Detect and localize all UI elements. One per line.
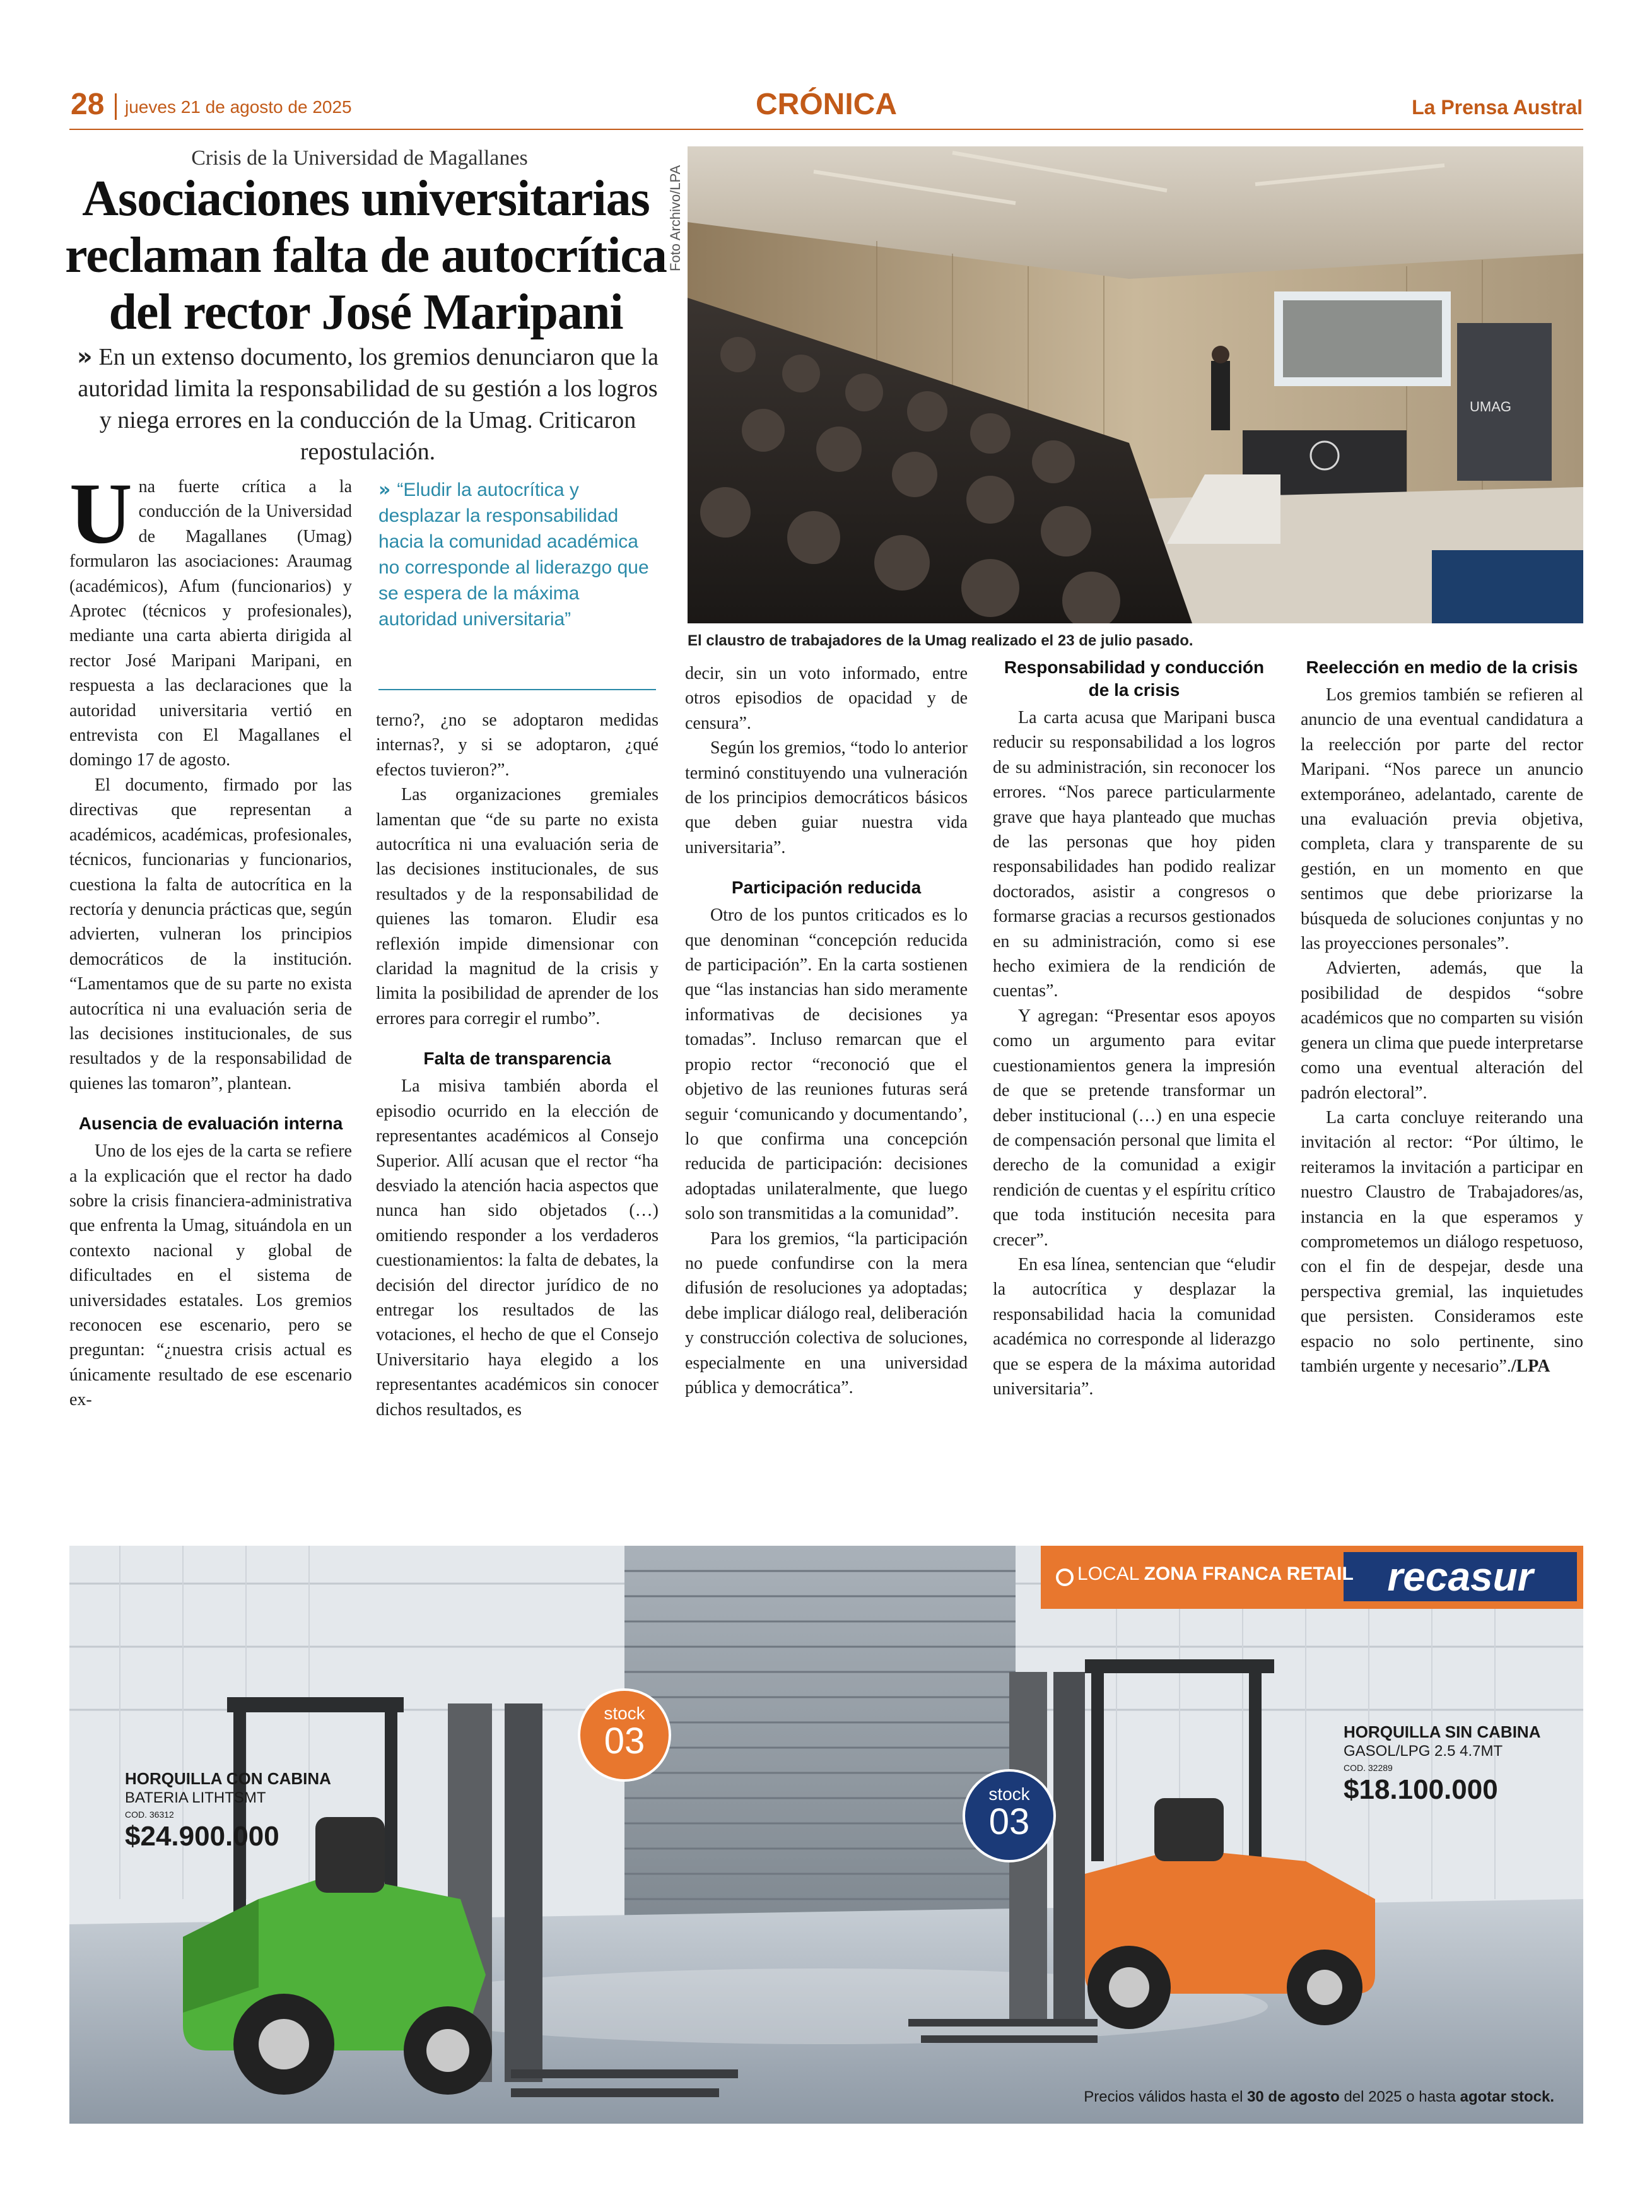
article-column-1 xyxy=(69,465,352,1413)
double-chevron-icon: » xyxy=(378,479,391,501)
left-product-price: $24.900.000 xyxy=(125,1821,279,1852)
right-product-price: $18.100.000 xyxy=(1344,1774,1498,1805)
pull-quote-text: “Eludir la autocrítica y desplazar la responsabilidad hacia la comunidad académica no corresponde al liderazgo que se espera de la máxima autoridad universitaria” xyxy=(378,479,649,630)
newspaper-name: La Prensa Austral xyxy=(1412,96,1583,119)
ad-fine-print xyxy=(1084,2088,1554,2106)
paragraph: Según los gremios, “todo lo anterior terminó constituyendo una vulneración de los principios democráticos básicos que deben guiar nuestra vida universitaria”. xyxy=(685,738,968,857)
paragraph: decir, sin un voto informado, entre otros episodios de opacidad y de censura”. xyxy=(685,664,968,733)
stock-number-left: 03 xyxy=(604,1721,645,1762)
stock-word-right: stock xyxy=(988,1784,1030,1804)
subheading: Responsabilidad y conducción de la crisis xyxy=(1004,657,1265,700)
paragraph: En esa línea, sentencian que “eludir la autocrítica y desplazar la responsabilidad hacia la comunidad académica no corresponde al liderazgo que se espera de la máxima autoridad universitaria”. xyxy=(993,1254,1275,1399)
paragraph: El documento, firmado por las directivas que representan a académicos, académicas, profesionales, técnicos, funcionarias y funcionarios, cuestiona la falta de autocrítica en la rectoría y denuncia prácticas que, según advierten, vulneran los principios democráticos de la institución. “Lamentamos que de su parte no exista autocrítica ni una evaluación seria de las decisiones institucionales, de sus resultados y de la responsabilidad de quienes las tomaron”, plantean. xyxy=(69,775,352,1093)
paragraph: Para los gremios, “la participación no puede confundirse con la mera difusión de resoluciones ya adoptadas; debe implicar diálogo real, deliberación y construcción colectiva de soluciones, especialmente en una universidad pública y democrática”. xyxy=(685,1228,968,1397)
photo-credit-text: Foto Archivo/LPA xyxy=(667,165,683,271)
fine-print-end: agotar stock. xyxy=(1460,2088,1554,2105)
paragraph: Las organizaciones gremiales lamentan que “de su parte no exista autocrítica ni una evaluación seria de las decisiones institucionales, de sus resultados y de la responsabilidad de quienes las tomaron. Eludir esa reflexión impide dimensionar con claridad la magnitud de la crisis y limita la posibilidad de aprender de los errores para corregir el rumbo”. xyxy=(376,785,659,1028)
location-label: LOCAL xyxy=(1077,1563,1139,1584)
pull-quote xyxy=(378,477,656,632)
stock-word-left: stock xyxy=(604,1703,645,1723)
location-name: ZONA FRANCA RETAIL xyxy=(1144,1563,1354,1584)
paragraph-text: La carta concluye reiterando una invitación al rector: “Por último, le reiteramos la invitación a participar en nuestro Claustro de Trabajadores/as, instancia en la que esperamos y comprometemos un diálogo respetuoso, con el fin de despejar, desde una perspectiva gremial, las inquietudes que persisten. Consideramos este espacio no solo pertinente, sino también urgente y necesario”. xyxy=(1301,1107,1583,1376)
paragraph: La carta acusa que Maripani busca reducir su responsabilidad a los logros de su administración, sin reconocer los errores. “Nos parece particularmente grave que haya planteado que muchas de las personas que hoy piden responsabilidades han podido realizar doctorados, asistir a congresos o formarse gracias a recursos gestionados en su administración, como si ese hecho eximiera de la rendición de cuentas”. xyxy=(993,708,1275,1001)
article-column-3 xyxy=(685,661,968,1400)
subheading: Ausencia de evaluación interna xyxy=(78,1114,343,1134)
ad-location xyxy=(1077,1563,1354,1585)
header-rule xyxy=(69,129,1583,130)
paragraph: La misiva también aborda el episodio ocurrido en la elección de representantes académicos al Consejo Superior. Allí acusan que el rector “ha desviado la atención hacia aspectos que nunca han sido objetados (…) omitiendo responder a los verdaderos cuestionamientos: la falta de debates, la decisión del director jurídico de no entregar los resultados de las votaciones, el hecho de que el Consejo Universitario haya elegido a los representantes académicos sin conocer dichos resultados, es xyxy=(376,1076,659,1420)
left-product-title: HORQUILLA CON CABINA xyxy=(125,1769,331,1788)
article-deck xyxy=(74,341,661,468)
left-product-code: COD. 36312 xyxy=(125,1809,174,1820)
subheading: Falta de transparencia xyxy=(423,1049,611,1069)
paragraph: Uno de los ejes de la carta se refiere a la explicación que el rector ha dado sobre la crisis financiera-administrativa que enfrenta la Umag, situándola en un contexto nacional y global de dificultades en el sistema de universidades estatales. Los gremios reconocen ese escenario, pero se preguntan: “¿nuestra crisis actual es únicamente resultado de ese escenario ex- xyxy=(69,1141,352,1410)
paragraph: Advierten, además, que la posibilidad de despidos “sobre académicos que no comparten su visión genera un clima que puede interpretarse como una eventual alteración del padrón electoral”. xyxy=(1301,958,1583,1103)
forklift-advertisement xyxy=(69,1546,1583,2124)
drop-cap: U xyxy=(69,465,132,562)
photo-credit xyxy=(667,145,686,271)
fine-print-date: 30 de agosto xyxy=(1247,2088,1340,2105)
section-name: CRÓNICA xyxy=(756,88,897,121)
left-product-subtitle: BATERIA LITHTSMT xyxy=(125,1789,266,1806)
header-separator xyxy=(115,93,117,120)
warehouse-illustration xyxy=(69,1546,1583,2124)
paragraph: Los gremios también se refieren al anuncio de una eventual candidatura a la reelección por parte del rector Maripani. “Nos parece un anuncio extemporáneo, adelantado, carente de una evaluación previa objetiva, completa, clara y transparente de su gestión, en un momento en que sentimos que debe priorizarse la búsqueda de soluciones conjuntas y no las proyecciones personales”. xyxy=(1301,685,1583,954)
fine-print-prefix: Precios válidos hasta el xyxy=(1084,2088,1248,2105)
svg-text:UMAG: UMAG xyxy=(1470,399,1511,415)
paragraph: Otro de los puntos criticados es lo que denominan “concepción reducida de participación”. En la carta sostienen que “las instancias han sido meramente informativas de decisiones ya tomadas”. Incluso remarcan que el propio rector “reconoció que el objetivo de las reuniones futuras será seguir ‘comunicando y documentando’, lo que confirma una concepción reducida de participación: decisiones adoptadas unilateralmente, que luego solo son transmitidas a la comunidad”. xyxy=(685,905,968,1224)
deck-text: En un extenso documento, los gremios denunciaron que la autoridad limita la responsabilidad de su gestión a los logros y niega errores en la conducción de la Umag. Criticaron repostulación. xyxy=(78,344,659,465)
article-kicker: Crisis de la Universidad de Magallanes xyxy=(191,146,528,170)
double-chevron-icon: » xyxy=(76,343,93,370)
right-product-code: COD. 32289 xyxy=(1344,1763,1393,1773)
article-column-4 xyxy=(993,656,1275,1401)
fine-print-mid: del 2025 o hasta xyxy=(1339,2088,1460,2105)
article-headline: Asociaciones universitarias reclaman falta de autocrítica del rector José Maripani xyxy=(65,171,667,340)
right-product-subtitle: GASOL/LPG 2.5 4.7MT xyxy=(1344,1743,1503,1760)
subheading: Reelección en medio de la crisis xyxy=(1306,657,1578,677)
issue-date: jueves 21 de agosto de 2025 xyxy=(125,97,352,117)
article-column-5 xyxy=(1301,656,1583,1379)
right-product-title: HORQUILLA SIN CABINA xyxy=(1344,1722,1541,1741)
paragraph xyxy=(1301,1105,1583,1379)
article-photo xyxy=(688,146,1583,623)
page-number: 28 xyxy=(71,88,105,121)
stock-number-right: 03 xyxy=(988,1801,1030,1842)
auditorium-illustration xyxy=(688,146,1583,623)
photo-caption: El claustro de trabajadores de la Umag realizado el 23 de julio pasado. xyxy=(688,632,1193,649)
subheading: Participación reducida xyxy=(731,878,922,898)
paragraph: Y agregan: “Presentar esos apoyos como un argumento para evitar cuestionamientos genera la impresión de que se pretende transformar un deber institucional (…) en una especie de compensación personal que limita el derecho de la comunidad a exigir rendición de cuentas y el espíritu crítico que toda institución necesita para crecer”. xyxy=(993,1006,1275,1250)
paragraph: terno?, ¿no se adoptaron medidas internas?, y si se adoptaron, ¿qué efectos tuvieron?”. xyxy=(376,710,659,780)
article-column-2 xyxy=(376,708,659,1422)
pull-quote-rule xyxy=(378,689,656,690)
signature: /LPA xyxy=(1511,1356,1550,1376)
lead-text: na fuerte crítica a la conducción de la Universidad de Magallanes (Umag) formularon las asociaciones: Araumag (académicos), Afum (funcionarios) y Aprotec (técnicos y profesionales), mediante una carta abierta dirigida al rector José Maripani Maripani, en respuesta a las declaraciones que la autoridad universitaria vertió en entrevista con El Magallanes el domingo 17 de agosto. xyxy=(69,477,352,770)
brand-logo: recasur xyxy=(1387,1554,1533,1599)
lead-paragraph xyxy=(69,465,352,773)
